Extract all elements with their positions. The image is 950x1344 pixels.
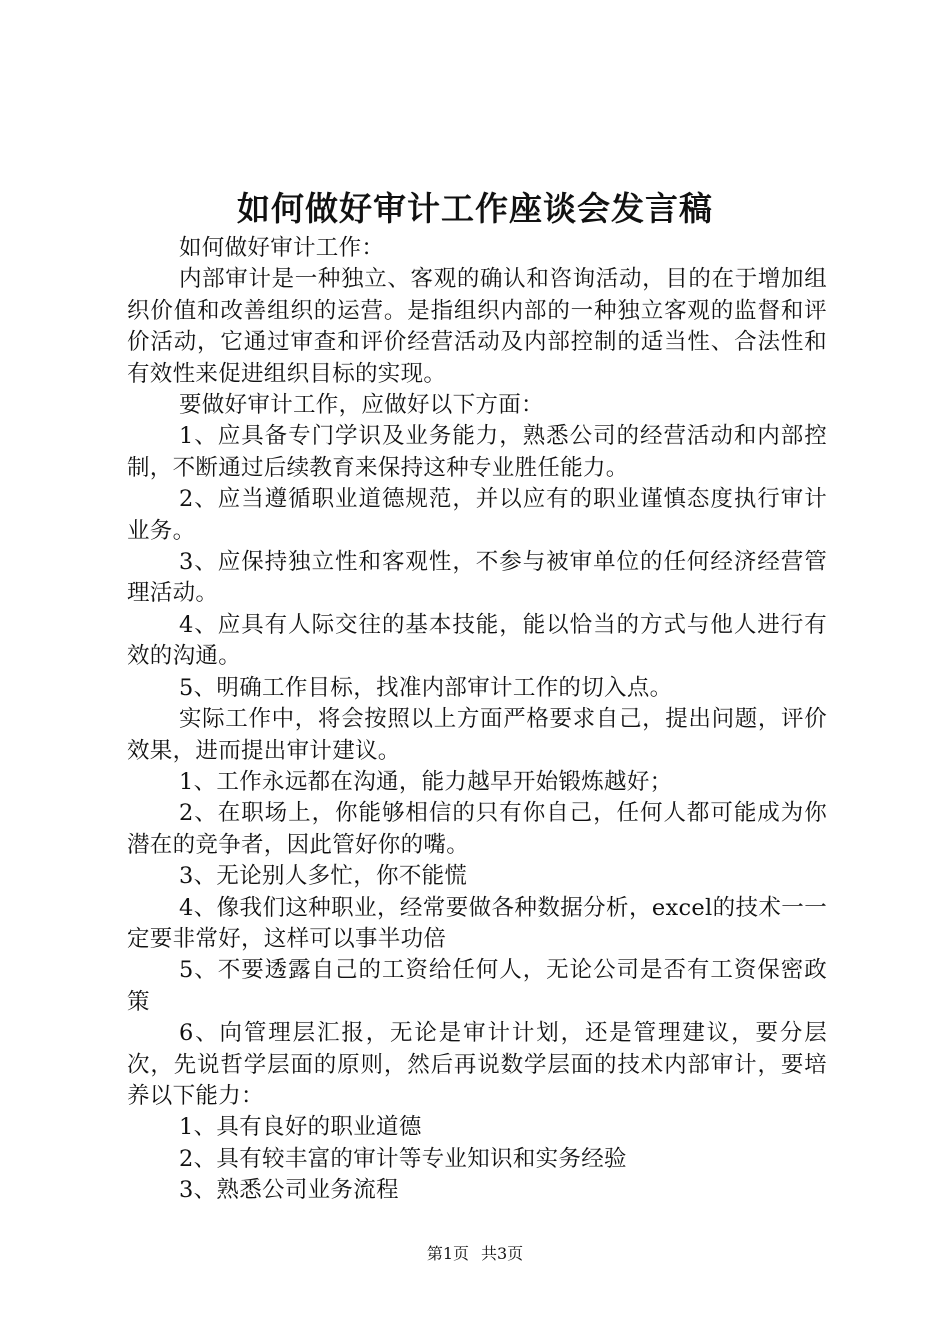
page-footer [0,1243,950,1265]
paragraph: 实际工作中，将会按照以上方面严格要求自己，提出问题，评价效果，进而提出审计建议。 [127,706,827,764]
page-total: 共3页 [481,1244,524,1263]
paragraph: 如何做好审计工作： [179,235,385,261]
paragraph: 5、明确工作目标，找准内部审计工作的切入点。 [179,674,673,701]
document-title: 如何做好审计工作座谈会发言稿 [237,189,713,228]
paragraph: 5、不要透露自己的工资给任何人，无论公司是否有工资保密政策 [127,957,827,1015]
page-number: 第1页 [426,1244,469,1263]
paragraph: 2、应当遵循职业道德规范，并以应有的职业谨慎态度执行审计业务。 [127,486,827,544]
paragraph: 内部审计是一种独立、客观的确认和咨询活动，目的在于增加组织价值和改善组织的运营。是指组织内部的一种独立客观的监督和评价活动，它通过审查和评价经营活动及内部控制的适当性、合法性和有效性来促进组织目标的实现。 [127,266,827,387]
paragraph: 3、无论别人多忙，你不能慌 [179,863,468,890]
paragraph: 2、在职场上，你能够相信的只有你自己，任何人都可能成为你潜在的竞争者，因此管好你的嘴。 [127,800,827,858]
document-body [127,233,827,1207]
paragraph: 1、具有良好的职业道德 [179,1114,422,1141]
paragraph: 4、像我们这种职业，经常要做各种数据分析，excel的技术一一定要非常好，这样可以事半功倍 [127,894,827,952]
paragraph: 4、应具有人际交往的基本技能，能以恰当的方式与他人进行有效的沟通。 [127,611,827,670]
paragraph: 3、应保持独立性和客观性，不参与被审单位的任何经济经营管理活动。 [127,549,827,607]
paragraph: 1、应具备专门学识及业务能力，熟悉公司的经营活动和内部控制，不断通过后续教育来保持这种专业胜任能力。 [127,423,827,481]
paragraph: 1、工作永远都在沟通，能力越早开始锻炼越好； [179,768,673,795]
paragraph: 2、具有较丰富的审计等专业知识和实务经验 [179,1145,627,1172]
paragraph: 要做好审计工作，应做好以下方面： [179,392,544,419]
paragraph: 3、熟悉公司业务流程 [179,1177,399,1204]
paragraph: 6、向管理层汇报，无论是审计计划，还是管理建议，要分层次，先说哲学层面的原则，然后再说数学层面的技术内部审计，要培养以下能力： [127,1020,827,1109]
